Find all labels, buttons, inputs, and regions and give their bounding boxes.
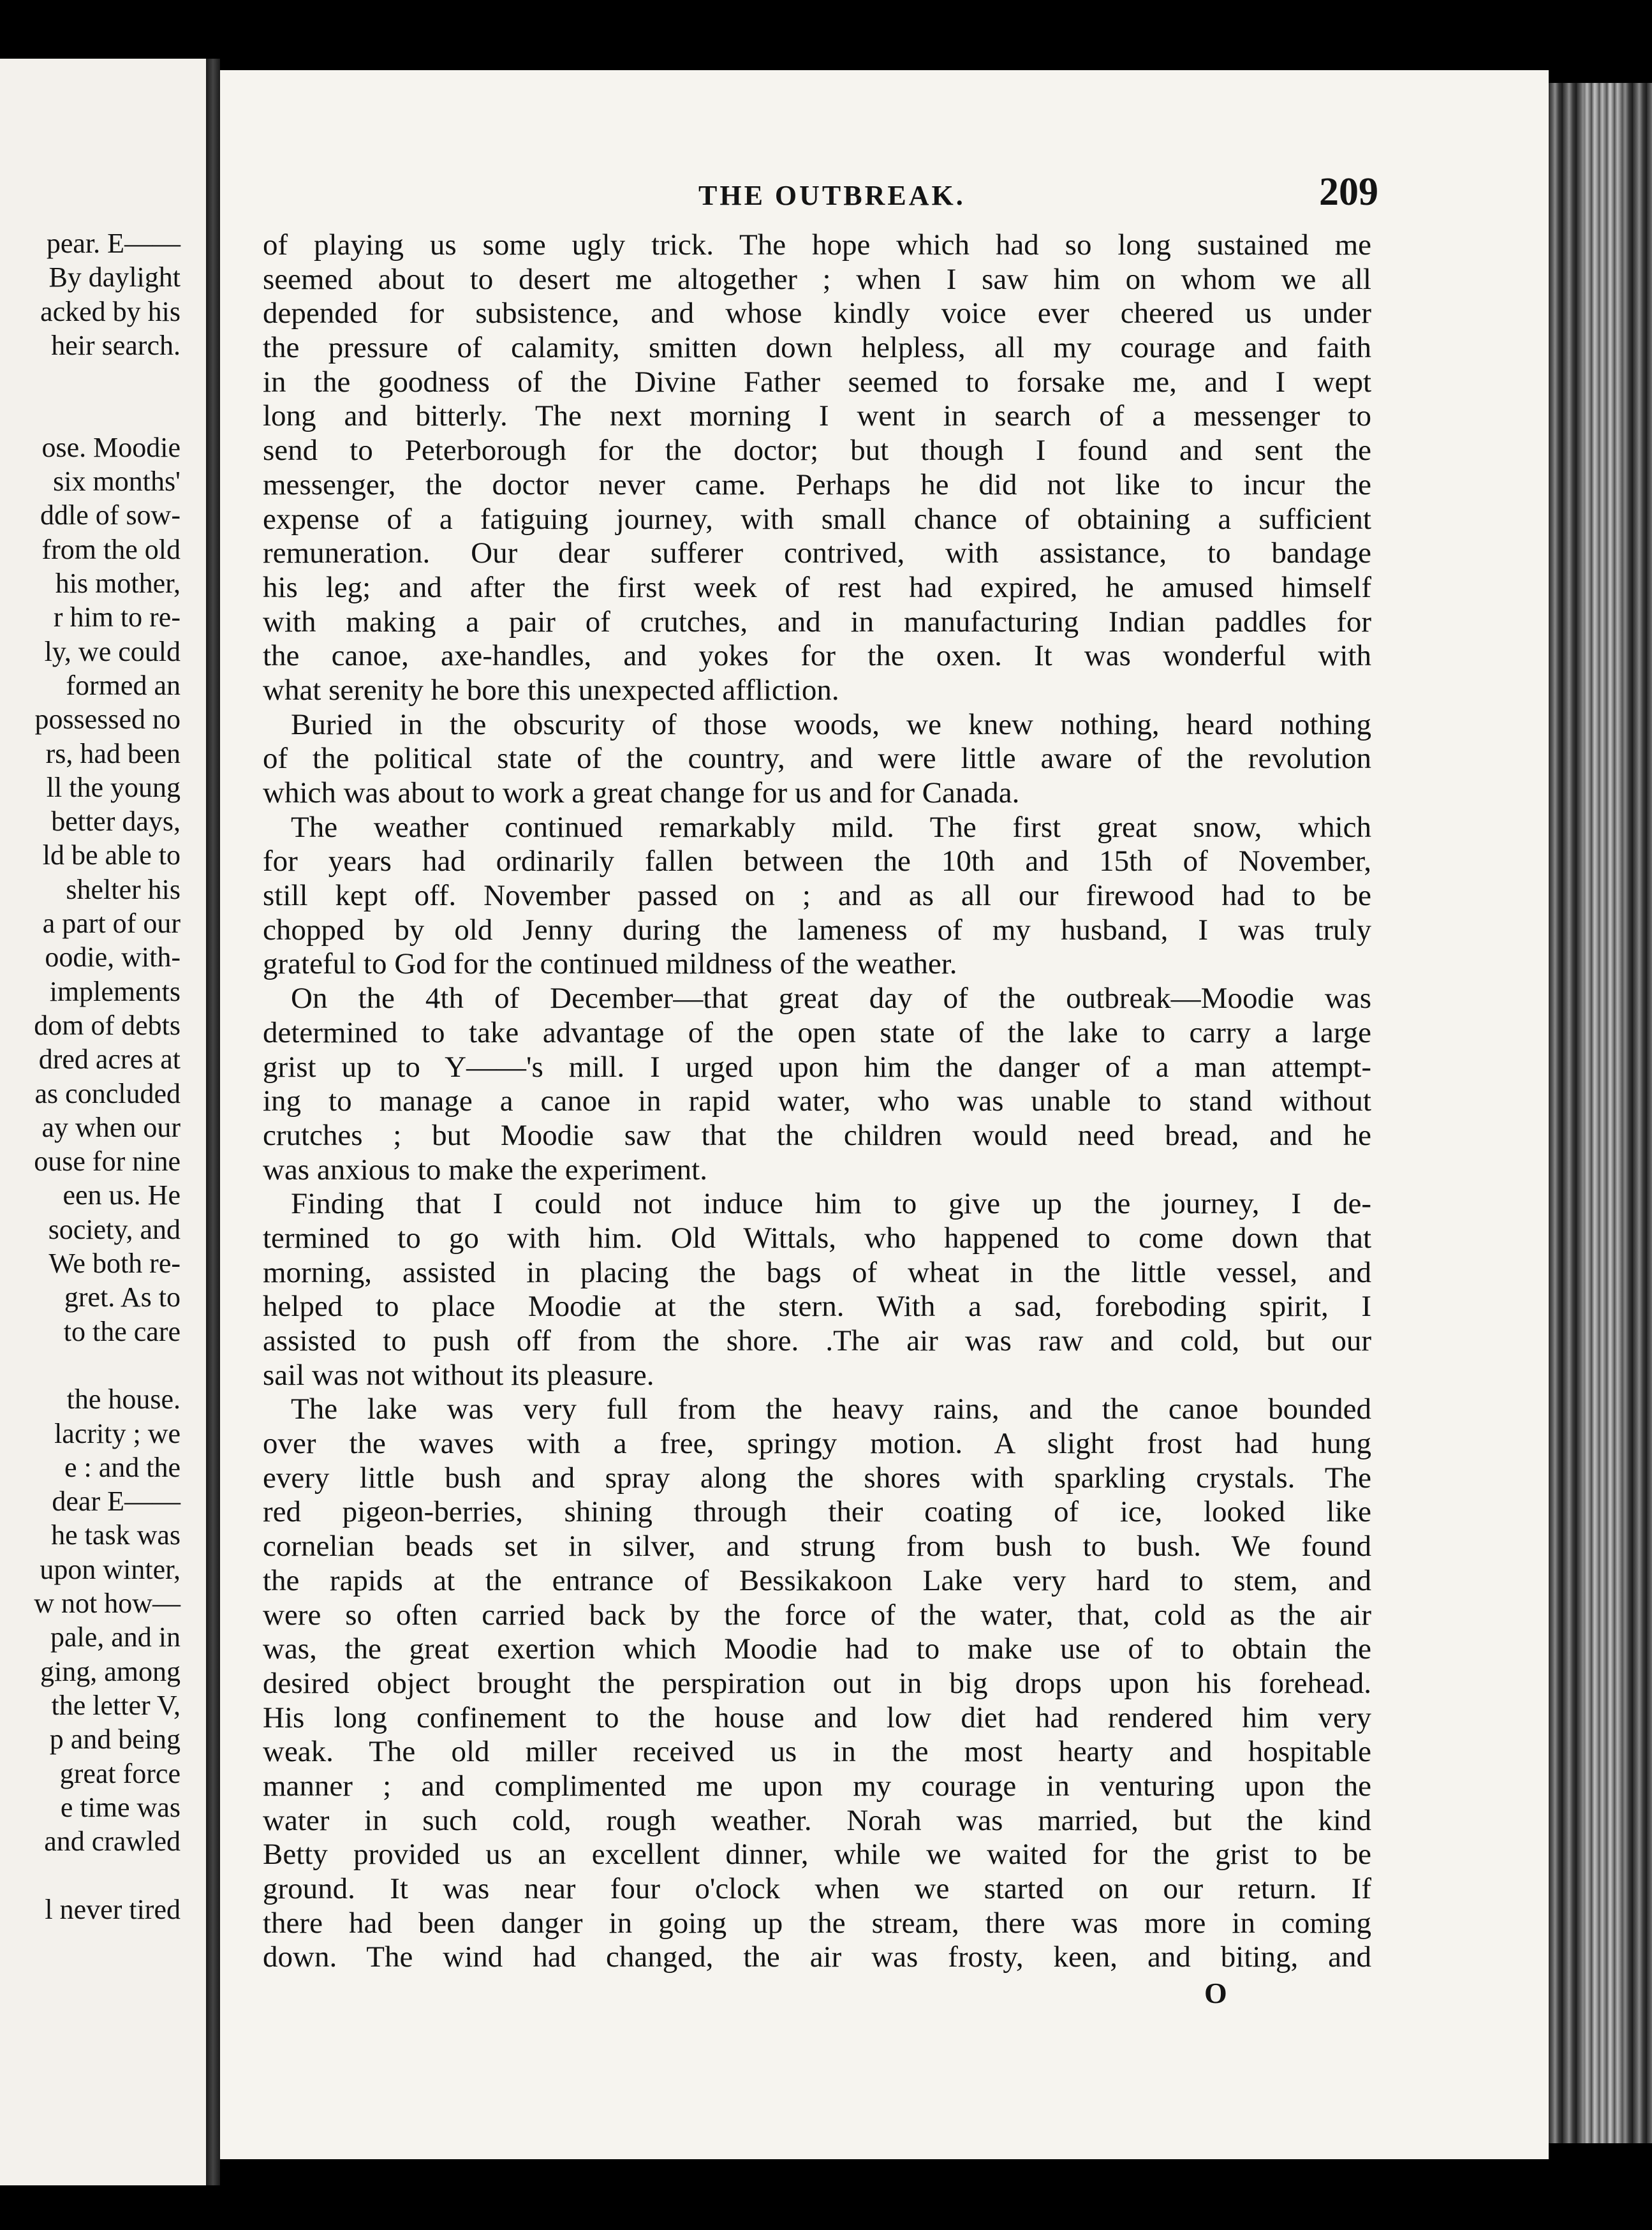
text-line: with making a pair of crutches, and in manufacturing Indian paddles for (263, 605, 1371, 639)
left-page-line: as concluded (34, 1077, 181, 1109)
left-page-line: shelter his (66, 873, 181, 905)
text-line: red pigeon-berries, shining through their coating of ice, looked like (263, 1495, 1371, 1529)
left-page-line: dom of debts (34, 1009, 181, 1041)
left-page-line: rs, had been (45, 737, 181, 769)
text-line: expense of a fatiguing journey, with small chance of obtaining a sufficient (263, 502, 1371, 536)
text-line: manner ; and complimented me upon my courage in venturing upon the (263, 1769, 1371, 1803)
left-page-line: acked by his (40, 295, 181, 327)
text-line: depended for subsistence, and whose kindly voice ever cheered us under (263, 297, 1371, 330)
text-line: his leg; and after the first week of rest had expired, he amused himself (263, 570, 1371, 604)
text-line: cornelian beads set in silver, and strung from bush to bush. We found (263, 1530, 1371, 1563)
left-page-line: e time was (60, 1791, 181, 1823)
text-line: over the waves with a free, springy motion. A slight frost had hung (263, 1427, 1371, 1461)
text-line: water in such cold, rough weather. Norah was married, but the kind (263, 1803, 1371, 1837)
left-page-line: dear E—— (52, 1486, 181, 1517)
left-page-line: e : and the (64, 1451, 181, 1483)
text-line: ground. It was near four o'clock when we started on our return. If (263, 1872, 1371, 1905)
text-line: long and bitterly. The next morning I went in search of a messenger to (263, 399, 1371, 433)
text-line: remuneration. Our dear sufferer contrived, with assistance, to bandage (263, 536, 1371, 570)
text-line: termined to go with him. Old Wittals, who happened to come down that (263, 1221, 1371, 1255)
text-line: Betty provided us an excellent dinner, while we waited for the grist to be (263, 1838, 1371, 1872)
text-line: for years had ordinarily fallen between the 10th and 15th of November, (263, 845, 1371, 878)
text-line: chopped by old Jenny during the lameness of my husband, I was truly (263, 913, 1371, 947)
left-page-line: better days, (51, 806, 181, 838)
left-page-line: w not how— (34, 1588, 181, 1619)
left-page-line: society, and (48, 1213, 181, 1245)
left-page-line: ly, we could (44, 635, 181, 667)
left-page-line: his mother, (55, 568, 181, 599)
text-line: which was about to work a great change for us and for Canada. (263, 776, 1020, 809)
text-line: The weather continued remarkably mild. The first great snow, which (291, 810, 1371, 844)
left-page-line: ld be able to (42, 839, 181, 871)
left-page-line: upon winter, (40, 1553, 181, 1585)
left-page-line: formed an (66, 669, 181, 701)
left-page-line: ay when our (41, 1111, 181, 1143)
text-line: messenger, the doctor never came. Perhaps he did not like to incur the (263, 468, 1371, 501)
text-line: weak. The old miller received us in the most hearty and hospitable (263, 1735, 1371, 1769)
text-line: helped to place Moodie at the stern. With a sad, foreboding spirit, I (263, 1290, 1371, 1324)
left-page-line: ddle of sow- (40, 499, 181, 531)
text-line: desired object brought the perspiration out in big drops upon his forehead. (263, 1666, 1371, 1700)
text-line: The lake was very full from the heavy rains, and the canoe bounded (291, 1392, 1371, 1426)
page-edges (1549, 83, 1652, 2143)
text-line: were so often carried back by the force of the water, that, cold as the air (263, 1598, 1371, 1632)
text-line: ing to manage a canoe in rapid water, who was unable to stand without (263, 1084, 1371, 1118)
text-line: Buried in the obscurity of those woods, we knew nothing, heard nothing (291, 707, 1371, 741)
left-page-line: ll the young (46, 771, 181, 803)
text-line: assisted to push off from the shore. .The air was raw and cold, but our (263, 1324, 1371, 1357)
left-page-line: pale, and in (50, 1621, 181, 1653)
text-line: send to Peterborough for the doctor; but though I found and sent the (263, 434, 1371, 468)
left-page-line: By daylight (48, 262, 181, 293)
left-page-line: a part of our (42, 908, 181, 939)
left-page-line: implements (49, 975, 181, 1007)
left-page-line: gret. As to (64, 1281, 181, 1313)
left-page-line: We both re- (48, 1248, 181, 1279)
text-line: was anxious to make the experiment. (263, 1153, 707, 1186)
left-page-line: r him to re- (53, 602, 181, 633)
text-line: On the 4th of December—that great day of the outbreak—Moodie was (291, 982, 1371, 1015)
body-text (263, 228, 1371, 1975)
left-page-line: to the care (63, 1315, 181, 1347)
left-page-line: p and being (49, 1724, 181, 1755)
left-page-line: l never tired (45, 1893, 181, 1925)
text-line: of playing us some ugly trick. The hope which had so long sustained me (263, 228, 1371, 262)
text-line: His long confinement to the house and low diet had rendered him very (263, 1701, 1371, 1734)
left-page-line: dred acres at (38, 1044, 181, 1075)
text-line: was, the great exertion which Moodie had to make use of to obtain the (263, 1632, 1371, 1666)
page-edge-highlight (1584, 83, 1623, 2143)
text-line: in the goodness of the Divine Father seemed to forsake me, and I wept (263, 365, 1371, 399)
text-line: crutches ; but Moodie saw that the children would need bread, and he (263, 1118, 1371, 1152)
book-gutter (206, 59, 220, 2185)
text-line: the pressure of calamity, smitten down helpless, all my courage and faith (263, 331, 1371, 365)
left-page-line: ose. Moodie (41, 431, 181, 463)
text-line: there had been danger in going up the stream, there was more in coming (263, 1906, 1371, 1940)
text-line: grist up to Y——'s mill. I urged upon him the danger of a man attempt- (263, 1050, 1371, 1084)
left-page-line: ouse for nine (34, 1146, 181, 1178)
left-page-line: the letter V, (51, 1689, 181, 1721)
left-page-line: he task was (51, 1519, 181, 1551)
left-page-line: and crawled (44, 1826, 181, 1857)
text-line: the canoe, axe-handles, and yokes for the oxen. It was wonderful with (263, 639, 1371, 673)
text-line: sail was not without its pleasure. (263, 1358, 654, 1392)
left-page-line: een us. He (63, 1179, 181, 1211)
text-line: morning, assisted in placing the bags of wheat in the little vessel, and (263, 1255, 1371, 1289)
text-line: every little bush and spray along the shores with sparkling crystals. The (263, 1461, 1371, 1495)
text-line: determined to take advantage of the open state of the lake to carry a large (263, 1015, 1371, 1049)
running-head: THE OUTBREAK. (698, 180, 966, 211)
left-page-line: lacrity ; we (54, 1417, 181, 1449)
left-page (0, 59, 206, 2185)
text-line: the rapids at the entrance of Bessikakoon Lake very hard to stem, and (263, 1563, 1371, 1597)
left-page-line: great force (59, 1757, 181, 1789)
left-page-line: ging, among (40, 1655, 181, 1687)
signature-mark: O (1204, 1977, 1227, 2009)
text-line: of the political state of the country, and were little aware of the revolution (263, 742, 1371, 776)
text-line: seemed about to desert me altogether ; when I saw him on whom we all (263, 262, 1371, 296)
left-page-line: pear. E—— (46, 228, 181, 259)
left-page-line: from the old (41, 533, 181, 565)
left-page-line: heir search. (51, 329, 181, 361)
text-line: down. The wind had changed, the air was frosty, keen, and biting, and (263, 1940, 1371, 1974)
page-number: 209 (1319, 170, 1378, 214)
left-page-line: six months' (53, 466, 181, 498)
text-line: grateful to God for the continued mildness of the weather. (263, 947, 957, 981)
text-line: still kept off. November passed on ; and as all our firewood had to be (263, 879, 1371, 913)
text-line: what serenity he bore this unexpected affliction. (263, 673, 839, 707)
left-page-line: oodie, with- (45, 941, 181, 973)
left-page-line: the house. (66, 1384, 181, 1415)
left-page-line: possessed no (34, 704, 181, 735)
text-line: Finding that I could not induce him to give up the journey, I de- (291, 1187, 1371, 1221)
